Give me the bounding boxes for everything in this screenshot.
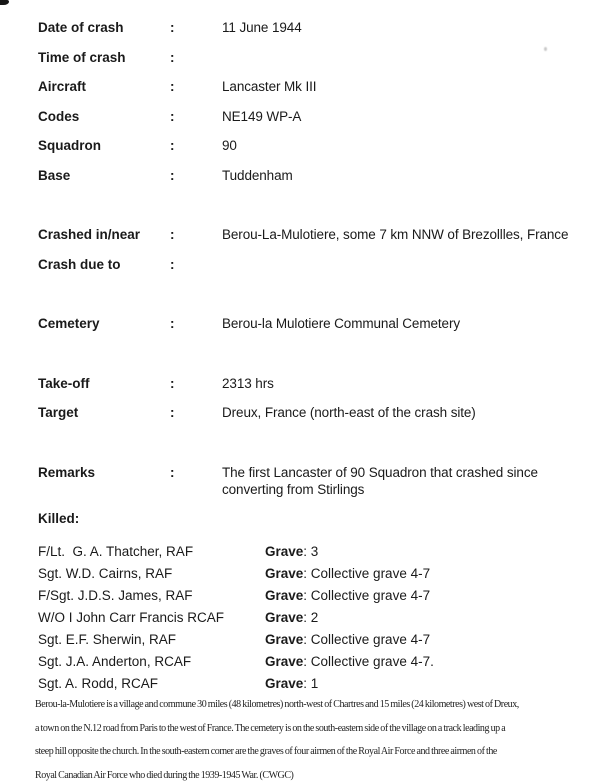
detail-section [38, 196, 586, 273]
killed-list [38, 543, 586, 692]
grave-label: Grave [265, 610, 304, 625]
detail-label: Crashed in/near [38, 227, 141, 242]
detail-section [38, 19, 586, 184]
detail-colon: : [170, 375, 175, 391]
detail-row [38, 19, 586, 36]
detail-label: Base [38, 167, 71, 183]
footer-line: a town on the N.12 road from Paris to the west of France. The cemetery is on the south-eastern side of the village on a track leading up a [35, 722, 506, 734]
detail-colon: : [170, 138, 175, 153]
detail-colon: : [170, 227, 175, 242]
grave-label: Grave [265, 632, 304, 647]
detail-label: Take-off [38, 375, 90, 391]
grave-info [265, 631, 430, 648]
detail-value: Dreux, France (north-east of the crash site) [222, 405, 476, 420]
killed-row [38, 631, 586, 648]
grave-info [265, 587, 430, 604]
detail-label: Date of crash [38, 20, 124, 35]
casualty-name: Sgt. W.D. Cairns, RAF [38, 566, 173, 581]
detail-label: Aircraft [38, 79, 87, 94]
detail-label: Crash due to [38, 256, 121, 272]
detail-row [38, 375, 586, 392]
detail-colon: : [170, 49, 175, 65]
grave-label: Grave [265, 676, 304, 691]
detail-row [38, 256, 586, 273]
detail-row [38, 464, 586, 498]
detail-label: Codes [38, 108, 80, 124]
detail-colon: : [170, 256, 175, 272]
detail-label: Squadron [38, 138, 101, 153]
killed-row [38, 675, 586, 692]
detail-colon: : [170, 405, 175, 420]
detail-sections [38, 19, 586, 498]
killed-row [38, 653, 586, 670]
detail-row [38, 167, 586, 184]
grave-info [265, 543, 318, 560]
footer-line: steep hill opposite the church. In the south-eastern corner are the graves of four airmen of the Royal Air Force and three airmen of the [35, 746, 497, 757]
footer-line: Royal Canadian Air Force who died during the 1939-1945 War. (CWGC) [35, 769, 294, 781]
detail-value: 2313 hrs [222, 375, 274, 391]
scan-smudge-artifact [0, 0, 9, 5]
casualty-name: F/Lt. G. A. Thatcher, RAF [38, 544, 194, 559]
detail-label: Time of crash [38, 49, 126, 65]
detail-colon: : [170, 316, 175, 331]
grave-label: Grave [265, 654, 304, 669]
detail-label: Cemetery [38, 316, 100, 331]
detail-value: 90 [222, 138, 237, 153]
detail-value: NE149 WP-A [222, 108, 302, 124]
grave-value: : 2 [303, 610, 319, 625]
grave-label: Grave [265, 588, 304, 603]
killed-row [38, 609, 586, 626]
grave-value: : Collective grave 4-7 [303, 588, 431, 603]
detail-value: Berou-la Mulotiere Communal Cemetery [222, 316, 460, 331]
grave-value: : 1 [303, 676, 319, 691]
scan-speck-artifact [544, 47, 547, 51]
grave-info [265, 675, 318, 692]
grave-info [265, 565, 430, 582]
casualty-name: F/Sgt. J.D.S. James, RAF [38, 588, 193, 603]
detail-row [38, 226, 586, 243]
detail-section [38, 285, 586, 332]
detail-colon: : [170, 108, 175, 124]
detail-section [38, 434, 586, 498]
killed-heading: Killed: [38, 511, 80, 526]
casualty-name: Sgt. E.F. Sherwin, RAF [38, 632, 177, 647]
grave-info [265, 653, 434, 670]
detail-value: Tuddenham [222, 167, 293, 183]
detail-value: Lancaster Mk III [222, 79, 317, 94]
detail-value: Berou-La-Mulotiere, some 7 km NNW of Brezollles, France [222, 227, 569, 242]
detail-value [222, 49, 586, 66]
casualty-name: Sgt. J.A. Anderton, RCAF [38, 654, 192, 669]
detail-label: Remarks [38, 464, 96, 480]
grave-value: : Collective grave 4-7 [303, 632, 431, 647]
grave-label: Grave [265, 566, 304, 581]
detail-section [38, 345, 586, 422]
detail-colon: : [170, 20, 175, 35]
grave-value: : 3 [303, 544, 319, 559]
detail-label: Target [38, 405, 79, 420]
detail-row [38, 108, 586, 125]
detail-value: 11 June 1944 [222, 20, 302, 35]
detail-row [38, 49, 586, 66]
killed-row [38, 565, 586, 582]
grave-value: : Collective grave 4-7. [303, 654, 434, 669]
detail-colon: : [170, 79, 175, 94]
grave-value: : Collective grave 4-7 [303, 566, 431, 581]
grave-label: Grave [265, 544, 304, 559]
detail-colon: : [170, 167, 175, 183]
detail-row [38, 404, 586, 421]
detail-row [38, 137, 586, 154]
footer-line: Berou-la-Mulotiere is a village and commune 30 miles (48 kilometres) north-west of Chartres and 15 miles (24 kilometres) west of Dreux, [35, 699, 519, 710]
killed-row [38, 587, 586, 604]
detail-row [38, 78, 586, 95]
detail-colon: : [170, 464, 175, 480]
grave-info [265, 609, 318, 626]
footer-note [35, 697, 586, 784]
casualty-name: Sgt. A. Rodd, RCAF [38, 676, 159, 691]
detail-row [38, 315, 586, 332]
detail-value [222, 256, 586, 273]
detail-value: The first Lancaster of 90 Squadron that crashed since converting from Stirlings [222, 464, 538, 497]
casualty-name: W/O I John Carr Francis RCAF [38, 610, 225, 625]
killed-row [38, 543, 586, 560]
